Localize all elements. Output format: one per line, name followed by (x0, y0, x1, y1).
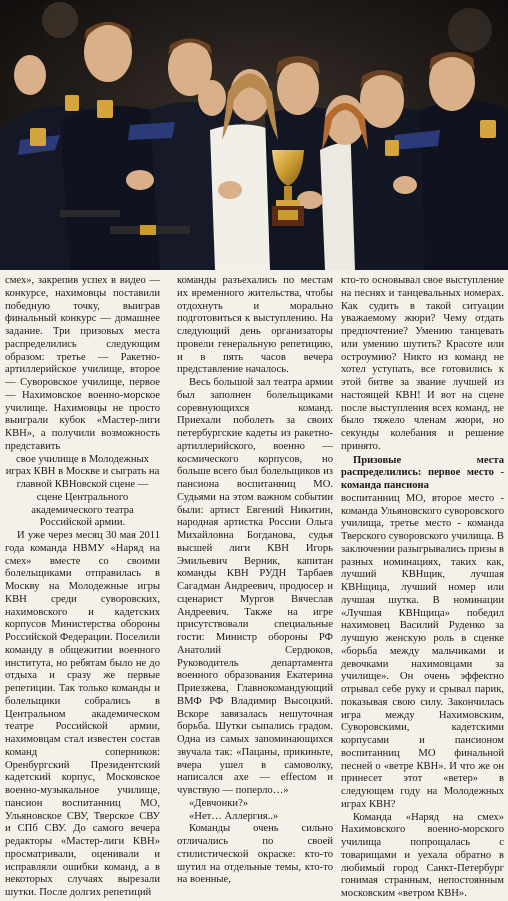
article-column-1 (5, 275, 160, 898)
paragraph: кто-то основывал свое выступление на песнях и танцевальных номерах. Как судить в такой ситуации уважаемому жюри? Чему отдать предпочтение? Умению танцевать или умению шутить? Красоте или остроумию? Никто из команд не хотел уступать, все готовились к этой битве за звание лучшей из настоящей КВН! И вот на сцене после выступления всех команд, не было тяжело членам жюри, но секунды колебания и решение принято. (341, 275, 504, 452)
paragraph: Команды очень сильно отличались по своей стилистической окраске: кто-то шутил на отдельные темы, кто-то на военные, (177, 823, 333, 886)
paragraph: смех», закрепив успех в видео — конкурсе, нахимовцы поставили победную точку, выиграв финальный конкурс — домашнее задание. Три призовых места распределились следующим образом: третье — Ракетно-артиллерийское училище, второе — Суворовское училище, первое — Нахимовское военно-морское училище. Нахимовцы не просто выиграли кубок «Мастер-лиги КВН», а получили возможность представить (5, 275, 160, 452)
paragraph: команды разъехались по местам их временного жительства, чтобы отдохнуть и морально подготовиться к выступлению. На следующий день организаторы провели генеральную репетицию, и в пять часов вечера представление началось. (177, 275, 333, 376)
paragraph: Весь большой зал театра армии был заполнен болельщиками соревнующихся команд. Приехали поболеть за своих петербургские кадеты из ракетно-артиллерийского, военно — космического корпусов, но больше всего был болельщиков из пансиона воспитанниц МО. Судьями на этом важном событии были: артист Евгений Никитин, народная артистка России Ольга Михайловна Богданова, судья высшей лиги КВН Игорь Эмильевич Верник, капитан команды КВН РУДН Тарбаев Сагадман Андреевич, продюсер и сценарист Мургов Вячеслав Андреевич. Также на игре присутствовали специальные гости: Министр обороны РФ Анатолий Сердюков, Руководитель департамента военного образования Екатерина Приезжева, Главнокомандующий ВМФ РФ Владимир Высоцкий. Вскоре завязалась нешуточная борьба. Шутки сыпались градом. Одна из самых запоминающихся звучала так: «Пацаны, прикиньте, вчера ушел в самоволку, написался axe — effectом и чувствую — поперло…» (177, 377, 333, 796)
results-heading: Призовые места распределились: первое место - команда пансиона (341, 454, 504, 491)
paragraph: «Нет… Аллергия..» (189, 810, 279, 822)
article-column-2 (177, 275, 333, 886)
paragraph: Команда «Наряд на смех» Нахимовского военно-морского училища попрощалась с товарищами и уехала обратно в любимый город Санкт-Петербург гонимая странным, непостоянным московским «ветром КВН». (341, 811, 504, 899)
article-column-3 (341, 275, 504, 899)
paragraph: свое училище в Молодежных играх КВН в Москве и сыграть на главной КВНовской сцене — сцене Центрального академического театра Российской армии. (5, 453, 160, 529)
paragraph: воспитанниц МО, второе место - команда Ульяновского суворовского училища, третье место - команда Тверского суворовского училища. В заключении разыгрывались призы в разных номинациях, таких как, лучший КВНщик, лучшая КВНщица, лучший номер или лучшая шутка. В номинации «Лучшая КВНщица» победил нахимовец Василий Руденко за лучшую женскую роль в сценке «борьба между мальчиками и девочками нахимовцами за училище». Он очень эффектно отрывал себе руку и срывал парик, показывая свою силу. Закончилась игра между Нахимовским, Суворовскими, кадетскими корпусами и пансионом воспитанниц МО финальной песней о «ветре КВН». И что же он принесет этот «ветер» в следующем году на Молодежных играх КВН? (341, 492, 504, 810)
group-photo (0, 0, 508, 270)
paragraph: «Девчонки?» (189, 797, 249, 809)
paragraph: И уже через месяц 30 мая 2011 года команда НВМУ «Наряд на смех» вместе со своими болельщиками отправилась в Москву на Молодежные игры КВН среди суворовских, нахимовского и кадетских корпусов Министерства обороны Российской Федерации. Поселили команду в общежитии военного института, но ребятам было не до отдыха и сразу же первые репетиции. Так только команды и болельщики собрались в Центральном академическом театре Российской армии, нахимовцам стал известен состав команд соперников: Оренбургский Президентский кадетский корпус, Московское военно-музыкальное училище, пансион воспитанниц МО, Ульяновское СВУ, Тверское СВУ и СПб СВУ. До самого вечера редакторы «Мастер-лиги КВН» просматривали, оценивали и исправляли ошибки команд, а в некоторых случаях вырезали шутки. После долгих репетиций (5, 530, 160, 898)
